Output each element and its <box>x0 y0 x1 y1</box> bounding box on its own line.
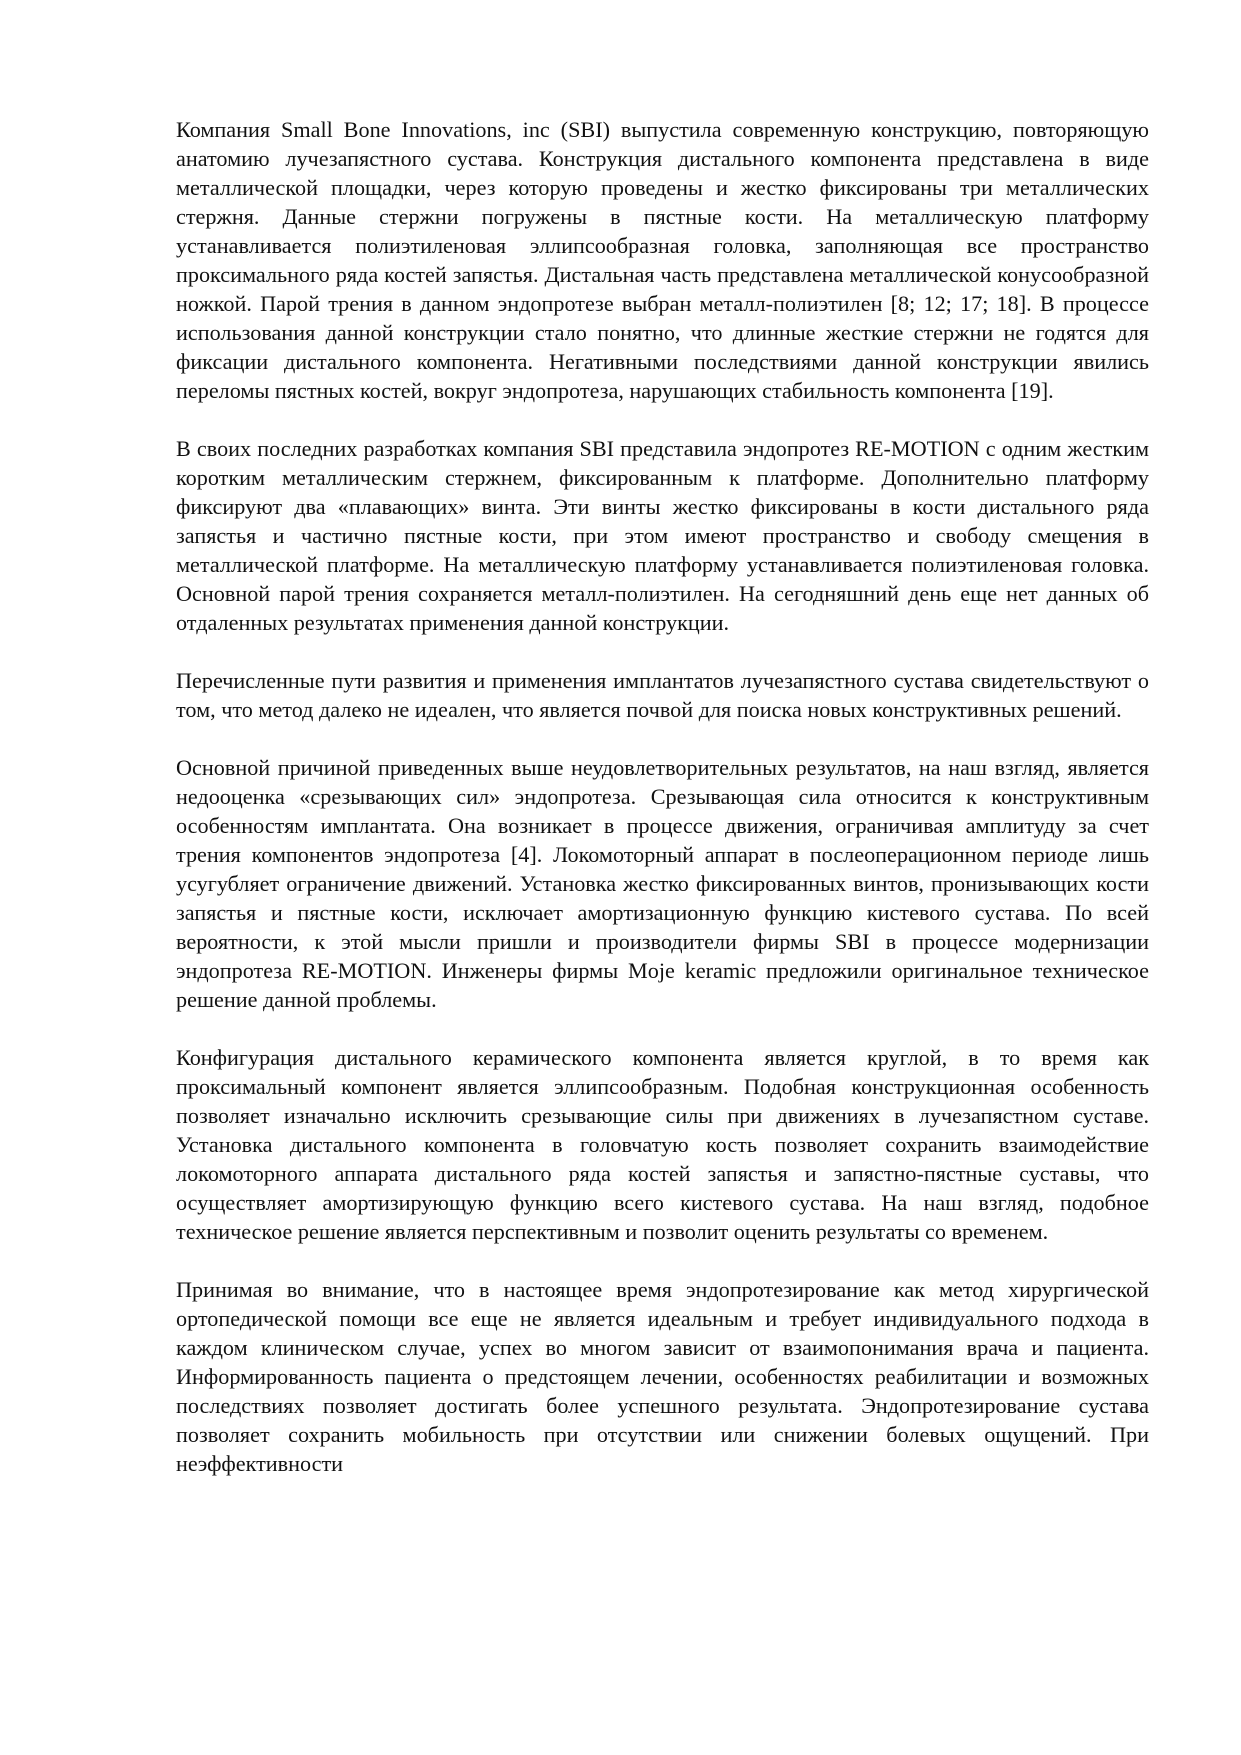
paragraph-development-paths: Перечисленные пути развития и применения имплантатов лучезапястного сустава свидетельствуют о том, что метод далеко не идеален, что является почвой для поиска новых конструктивных решений. <box>176 668 1149 722</box>
paragraph-shear-forces: Основной причиной приведенных выше неудовлетворительных результатов, на наш взгляд, является недооценка «срезывающих сил» эндопротеза. Срезывающая сила относится к конструктивным особенностям имплантата. Она возникает в процессе движения, ограничивая амплитуду за счет трения компонентов эндопротеза [4]. Локомоторный аппарат в послеоперационном периоде лишь усугубляет ограничение движений. Установка жестко фиксированных винтов, пронизывающих кости запястья и пястные кости, исключает амортизационную функцию кистевого сустава. По всей вероятности, к этой мысли пришли и производители фирмы SBI в процессе модернизации эндопротеза RE-MOTION. Инженеры фирмы Moje keramic предложили оригинальное техническое решение данной проблемы. <box>176 755 1149 1012</box>
paragraph-sbi-construction: Компания Small Bone Innovations, inc (SBI) выпустила современную конструкцию, повторяющую анатомию лучезапястного сустава. Конструкция дистального компонента представлена в виде металлической площадки, через которую проведены и жестко фиксированы три металлических стержня. Данные стержни погружены в пястные кости. На металлическую платформу устанавливается полиэтиленовая эллипсообразная головка, заполняющая все пространство проксимального ряда костей запястья. Дистальная часть представлена металлической конусообразной ножкой. Парой трения в данном эндопротезе выбран металл-полиэтилен [8; 12; 17; 18]. В процессе использования данной конструкции стало понятно, что длинные жесткие стержни не годятся для фиксации дистального компонента. Негативными последствиями данной конструкции явились переломы пястных костей, вокруг эндопротеза, нарушающих стабильность компонента [19]. <box>176 117 1149 403</box>
paragraph-ceramic-component: Конфигурация дистального керамического компонента является круглой, в то время как проксимальный компонент является эллипсообразным. Подобная конструкционная особенность позволяет изначально исключить срезывающие силы при движениях в лучезапястном суставе. Установка дистального компонента в головчатую кость позволяет сохранить взаимодействие локомоторного аппарата дистального ряда костей запястья и запястно-пястные суставы, что осуществляет амортизирующую функцию всего кистевого сустава. На наш взгляд, подобное техническое решение является перспективным и позволит оценить результаты со временем. <box>176 1045 1149 1244</box>
document-page <box>176 115 1149 1478</box>
paragraph-re-motion: В своих последних разработках компания SBI представила эндопротез RE-MOTION с одним жестким коротким металлическим стержнем, фиксированным к платформе. Дополнительно платформу фиксируют два «плавающих» винта. Эти винты жестко фиксированы в кости дистального ряда запястья и частично пястные кости, при этом имеют пространство и свободу смещения в металлической платформе. На металлическую платформу устанавливается полиэтиленовая головка. Основной парой трения сохраняется металл-полиэтилен. На сегодняшний день еще нет данных об отдаленных результатах применения данной конструкции. <box>176 436 1149 635</box>
paragraph-patient-understanding: Принимая во внимание, что в настоящее время эндопротезирование как метод хирургической ортопедической помощи все еще не является идеальным и требует индивидуального подхода в каждом клиническом случае, успех во многом зависит от взаимопонимания врача и пациента. Информированность пациента о предстоящем лечении, особенностях реабилитации и возможных последствиях позволяет достигать более успешного результата. Эндопротезирование сустава позволяет сохранить мобильность при отсутствии или снижении болевых ощущений. При неэффективности <box>176 1277 1149 1476</box>
